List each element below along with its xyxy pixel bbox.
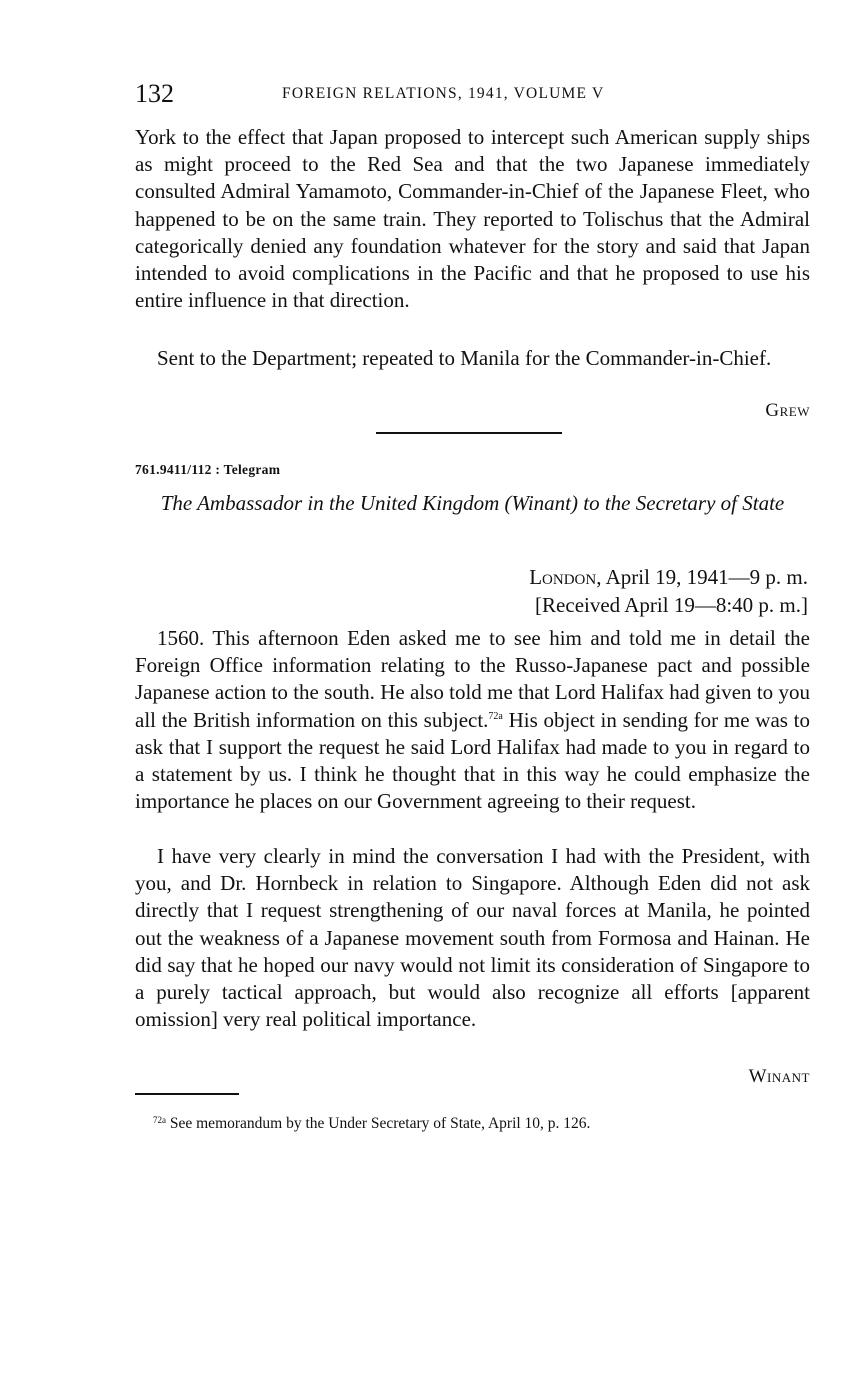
- received-line: [Received April 19—8:40 p. m.]: [535, 593, 808, 617]
- document-title: The Ambassador in the United Kingdom (Winant) to the Secretary of State: [160, 491, 785, 515]
- running-head: FOREIGN RELATIONS, 1941, VOLUME V: [282, 85, 605, 102]
- dateline: [529, 563, 808, 591]
- footnote-rule: [135, 1093, 239, 1095]
- page-number: 132: [135, 79, 174, 108]
- sent-paragraph: Sent to the Department; repeated to Manila for the Commander-in-Chief.: [157, 346, 772, 370]
- paragraph-1-continued: His object in sending for me was to ask that I support the request he said Lord Halifax had made to you in regard to a statement by us. I think he thought that in this way he could emphasize the importance he places on our Government agreeing to their request.: [135, 707, 810, 814]
- footnote-number: 72a: [153, 1115, 166, 1125]
- file-reference: 761.9411/112 : Telegram: [135, 462, 281, 477]
- signature-winant: Winant: [748, 1066, 810, 1087]
- page-header: [135, 78, 810, 110]
- footnote-text: See memorandum by the Under Secretary of State, April 10, p. 126.: [169, 1115, 591, 1132]
- telegram-paragraph-2: I have very clearly in mind the conversation I had with the President, with you, and Dr. Hornbeck in relation to Singapore. Although Eden did not ask directly that I request strengthening of our naval forces at Manila, he pointed out the weakness of a Japanese movement south from Formosa and Hainan. He did say that he hoped our navy would not limit its consideration of Singapore to a purely tactical approach, but would also recognize all efforts [apparent omission] very real political importance.: [135, 844, 810, 1032]
- footnote-marker: 72a: [488, 710, 503, 722]
- footnote: [153, 1110, 590, 1134]
- paragraph-1-text: 1560. This afternoon Eden asked me to see him and told me in detail the Foreign Office information relating to the Russo-Japanese pact and possible Japanese action to the south. He also told me that Lord Halifax had given to you all the British information on this subject.: [135, 626, 810, 732]
- continued-paragraph: York to the effect that Japan proposed to intercept such American supply ships as might proceed to the Red Sea and that the two Japanese immediately consulted Admiral Yamamoto, Commander-in-Chief of the Japanese Fleet, who happened to be on the same train. They reported to Tolischus that the Admiral categorically denied any foundation whatever for the story and said that Japan intended to avoid complications in the Pacific and that he proposed to use his entire influence in that direction.: [135, 125, 810, 313]
- telegram-paragraph-1: [135, 625, 810, 815]
- dateline-date: , April 19, 1941—9 p. m.: [596, 565, 808, 589]
- dateline-place: London: [529, 565, 597, 589]
- section-divider: [376, 432, 562, 434]
- signature-grew: Grew: [765, 400, 810, 421]
